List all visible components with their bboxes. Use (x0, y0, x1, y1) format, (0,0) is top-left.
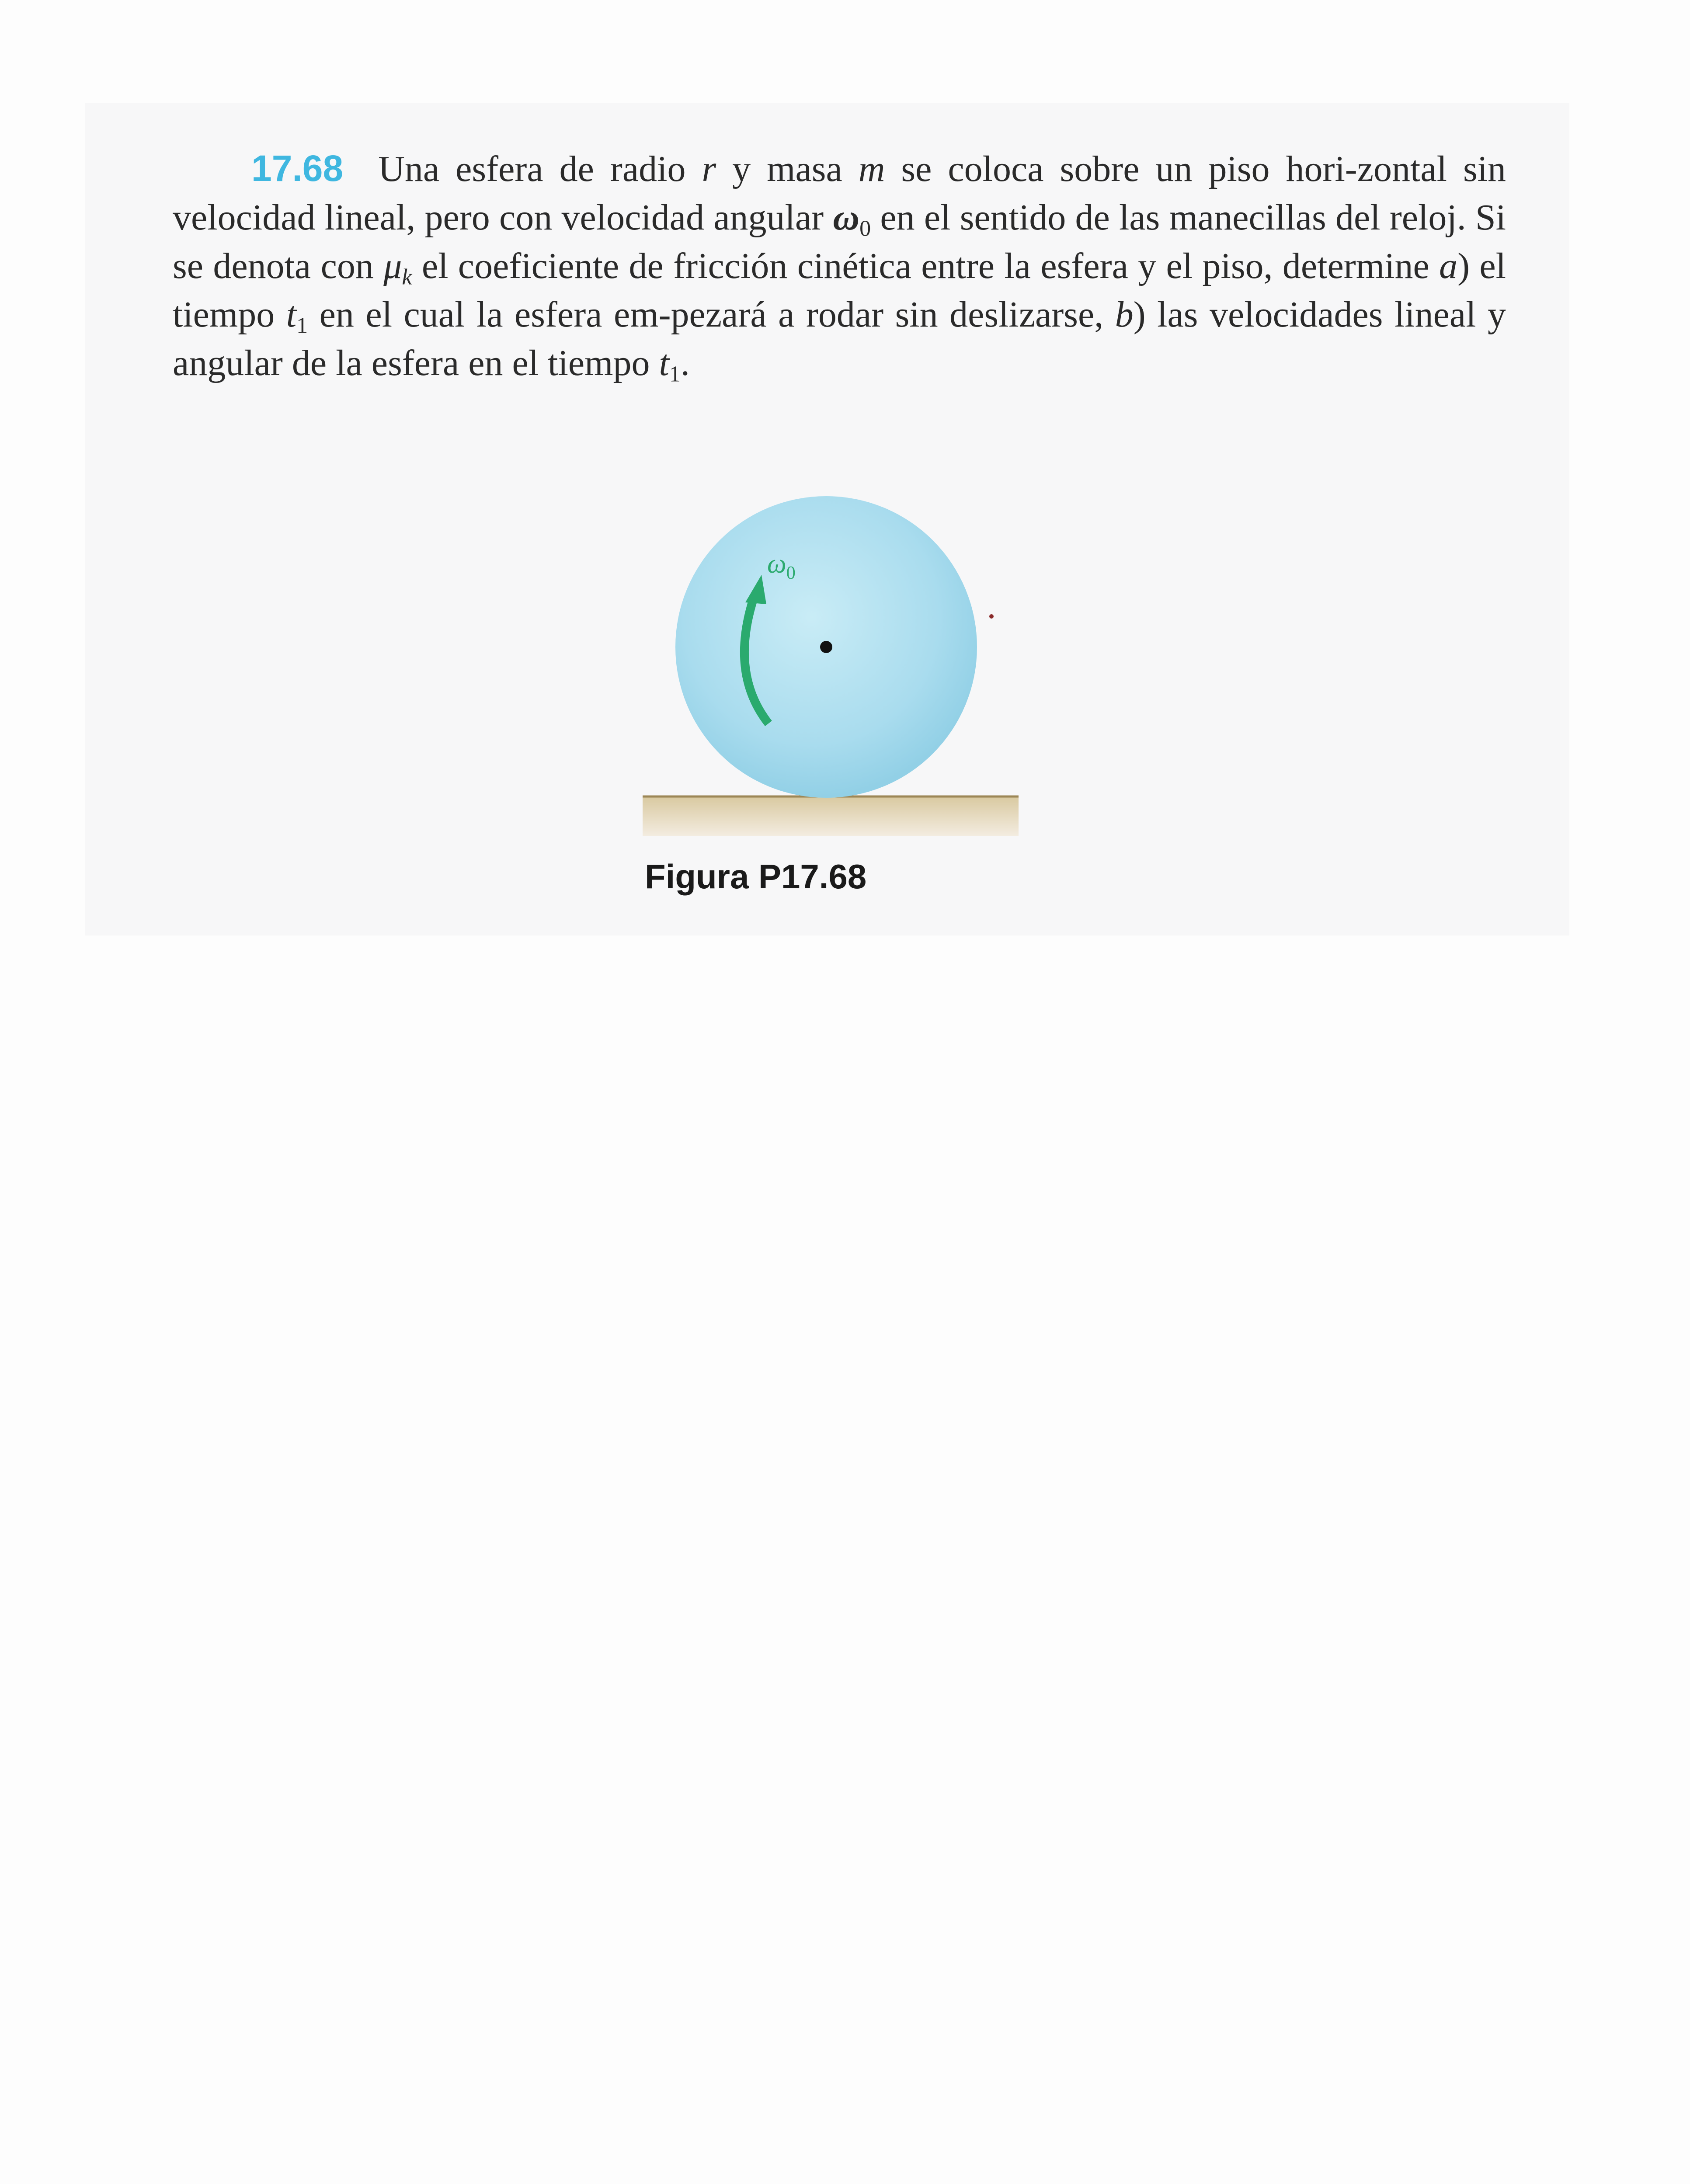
problem-text-7: en el cual la esfera em-pezará a rodar sin deslizarse, (308, 294, 1115, 335)
radius-symbol: r (702, 149, 716, 189)
sphere-figure-drawing (634, 490, 1049, 848)
problem-statement (173, 144, 1506, 387)
problem-text-1: Una esfera de radio (378, 149, 702, 189)
scan-artifact-dot (989, 614, 994, 619)
friction-coefficient-subscript: k (402, 264, 412, 290)
omega-label-symbol: ω (767, 549, 786, 579)
part-a-label: a (1439, 246, 1458, 286)
angular-velocity-subscript: 0 (859, 216, 871, 241)
time-subscript-2: 1 (669, 362, 681, 387)
problem-text-8: ) las velocidades lineal y angular de la esfera en el tiempo (173, 294, 1506, 383)
problem-text-6: ) el tiempo (173, 246, 1506, 335)
time-subscript: 1 (296, 313, 308, 338)
friction-coefficient-symbol: μ (383, 246, 402, 286)
ground-surface (643, 796, 1019, 836)
figure-caption: Figura P17.68 (645, 857, 867, 896)
sphere-center-point (820, 641, 832, 653)
time-symbol-2: t (659, 343, 669, 383)
omega-label-subscript: 0 (786, 563, 796, 583)
time-symbol: t (286, 294, 297, 335)
part-b-label: b (1115, 294, 1134, 335)
problem-text-3: se coloca sobre un piso hori-zontal sin velocidad lineal, pero con velocidad angular (173, 149, 1506, 238)
angular-velocity-symbol: ω (833, 197, 860, 238)
problem-number: 17.68 (251, 148, 344, 189)
sphere-figure (634, 490, 1049, 848)
mass-symbol: m (858, 149, 885, 189)
problem-text-5: el coeficiente de fricción cinética entre la esfera y el piso, determine (412, 246, 1440, 286)
problem-text-2: y masa (716, 149, 859, 189)
problem-text-4: en el sentido de las manecillas del reloj. Si se denota con (173, 197, 1506, 286)
problem-text-9: . (680, 343, 690, 383)
